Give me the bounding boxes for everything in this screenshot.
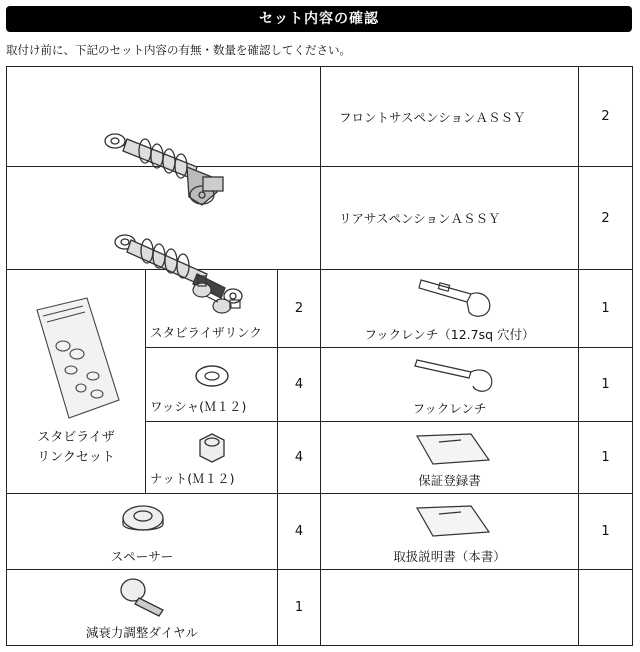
empty-cell <box>579 570 633 646</box>
stabilizer-link-name: スタビライザリンク <box>150 325 262 340</box>
title-bar <box>6 6 632 32</box>
stabilizer-link-set-name: スタビライザ リンクセット <box>37 430 115 465</box>
washer-illustration <box>146 352 278 402</box>
warranty-qty: 1 <box>579 422 633 494</box>
hook-wrench-hole-illustration <box>321 272 579 332</box>
warranty-name: 保証登録書 <box>418 473 481 488</box>
nut-name: ナット(Ｍ１２) <box>150 471 235 486</box>
table-row <box>7 167 633 270</box>
washer-qty: 4 <box>278 348 321 422</box>
hook-wrench-hole-cell <box>321 270 579 348</box>
intro-text: 取付け前に、下記のセット内容の有無・数量を確認してください。 <box>6 43 351 57</box>
spacer-illustration <box>7 496 278 552</box>
table-row <box>7 570 633 646</box>
table-row <box>7 67 633 167</box>
stabilizer-link-cell <box>146 270 278 348</box>
hook-wrench-name: フックレンチ <box>412 401 487 416</box>
rear-suspension-qty: 2 <box>579 167 633 270</box>
warranty-doc-illustration <box>321 426 579 476</box>
damping-dial-qty: 1 <box>278 570 321 646</box>
manual-cell <box>321 494 579 570</box>
rear-suspension-name: リアサスペンションＡＳＳＹ <box>321 167 579 270</box>
empty-cell <box>321 570 579 646</box>
spacer-cell <box>7 494 278 570</box>
stabilizer-link-qty: 2 <box>278 270 321 348</box>
table-row <box>7 494 633 570</box>
rear-suspension-cell <box>7 167 321 270</box>
page-title: セット内容の確認 <box>259 11 379 27</box>
damping-dial-illustration <box>7 572 278 628</box>
warranty-cell <box>321 422 579 494</box>
damping-dial-cell <box>7 570 278 646</box>
stabilizer-link-set-cell <box>7 270 146 494</box>
nut-cell <box>146 422 278 494</box>
washer-cell <box>146 348 278 422</box>
nut-qty: 4 <box>278 422 321 494</box>
hook-wrench-qty: 1 <box>579 348 633 422</box>
manual-name: 取扱説明書（本書） <box>393 549 506 564</box>
front-suspension-qty: 2 <box>579 67 633 167</box>
manual-doc-illustration <box>321 498 579 554</box>
manual-qty: 1 <box>579 494 633 570</box>
contents-table <box>6 66 633 646</box>
damping-dial-name: 減衰力調整ダイヤル <box>85 625 199 640</box>
spacer-name: スペーサー <box>110 549 174 564</box>
spacer-qty: 4 <box>278 494 321 570</box>
hook-wrench-hole-name: フックレンチ（12.7sq 穴付） <box>364 327 535 342</box>
hook-wrench-illustration <box>321 350 579 400</box>
hook-wrench-hole-qty: 1 <box>579 270 633 348</box>
front-suspension-cell <box>7 67 321 167</box>
front-suspension-name: フロントサスペンションＡＳＳＹ <box>321 67 579 167</box>
hook-wrench-cell <box>321 348 579 422</box>
washer-name: ワッシャ(Ｍ１２) <box>150 399 247 414</box>
